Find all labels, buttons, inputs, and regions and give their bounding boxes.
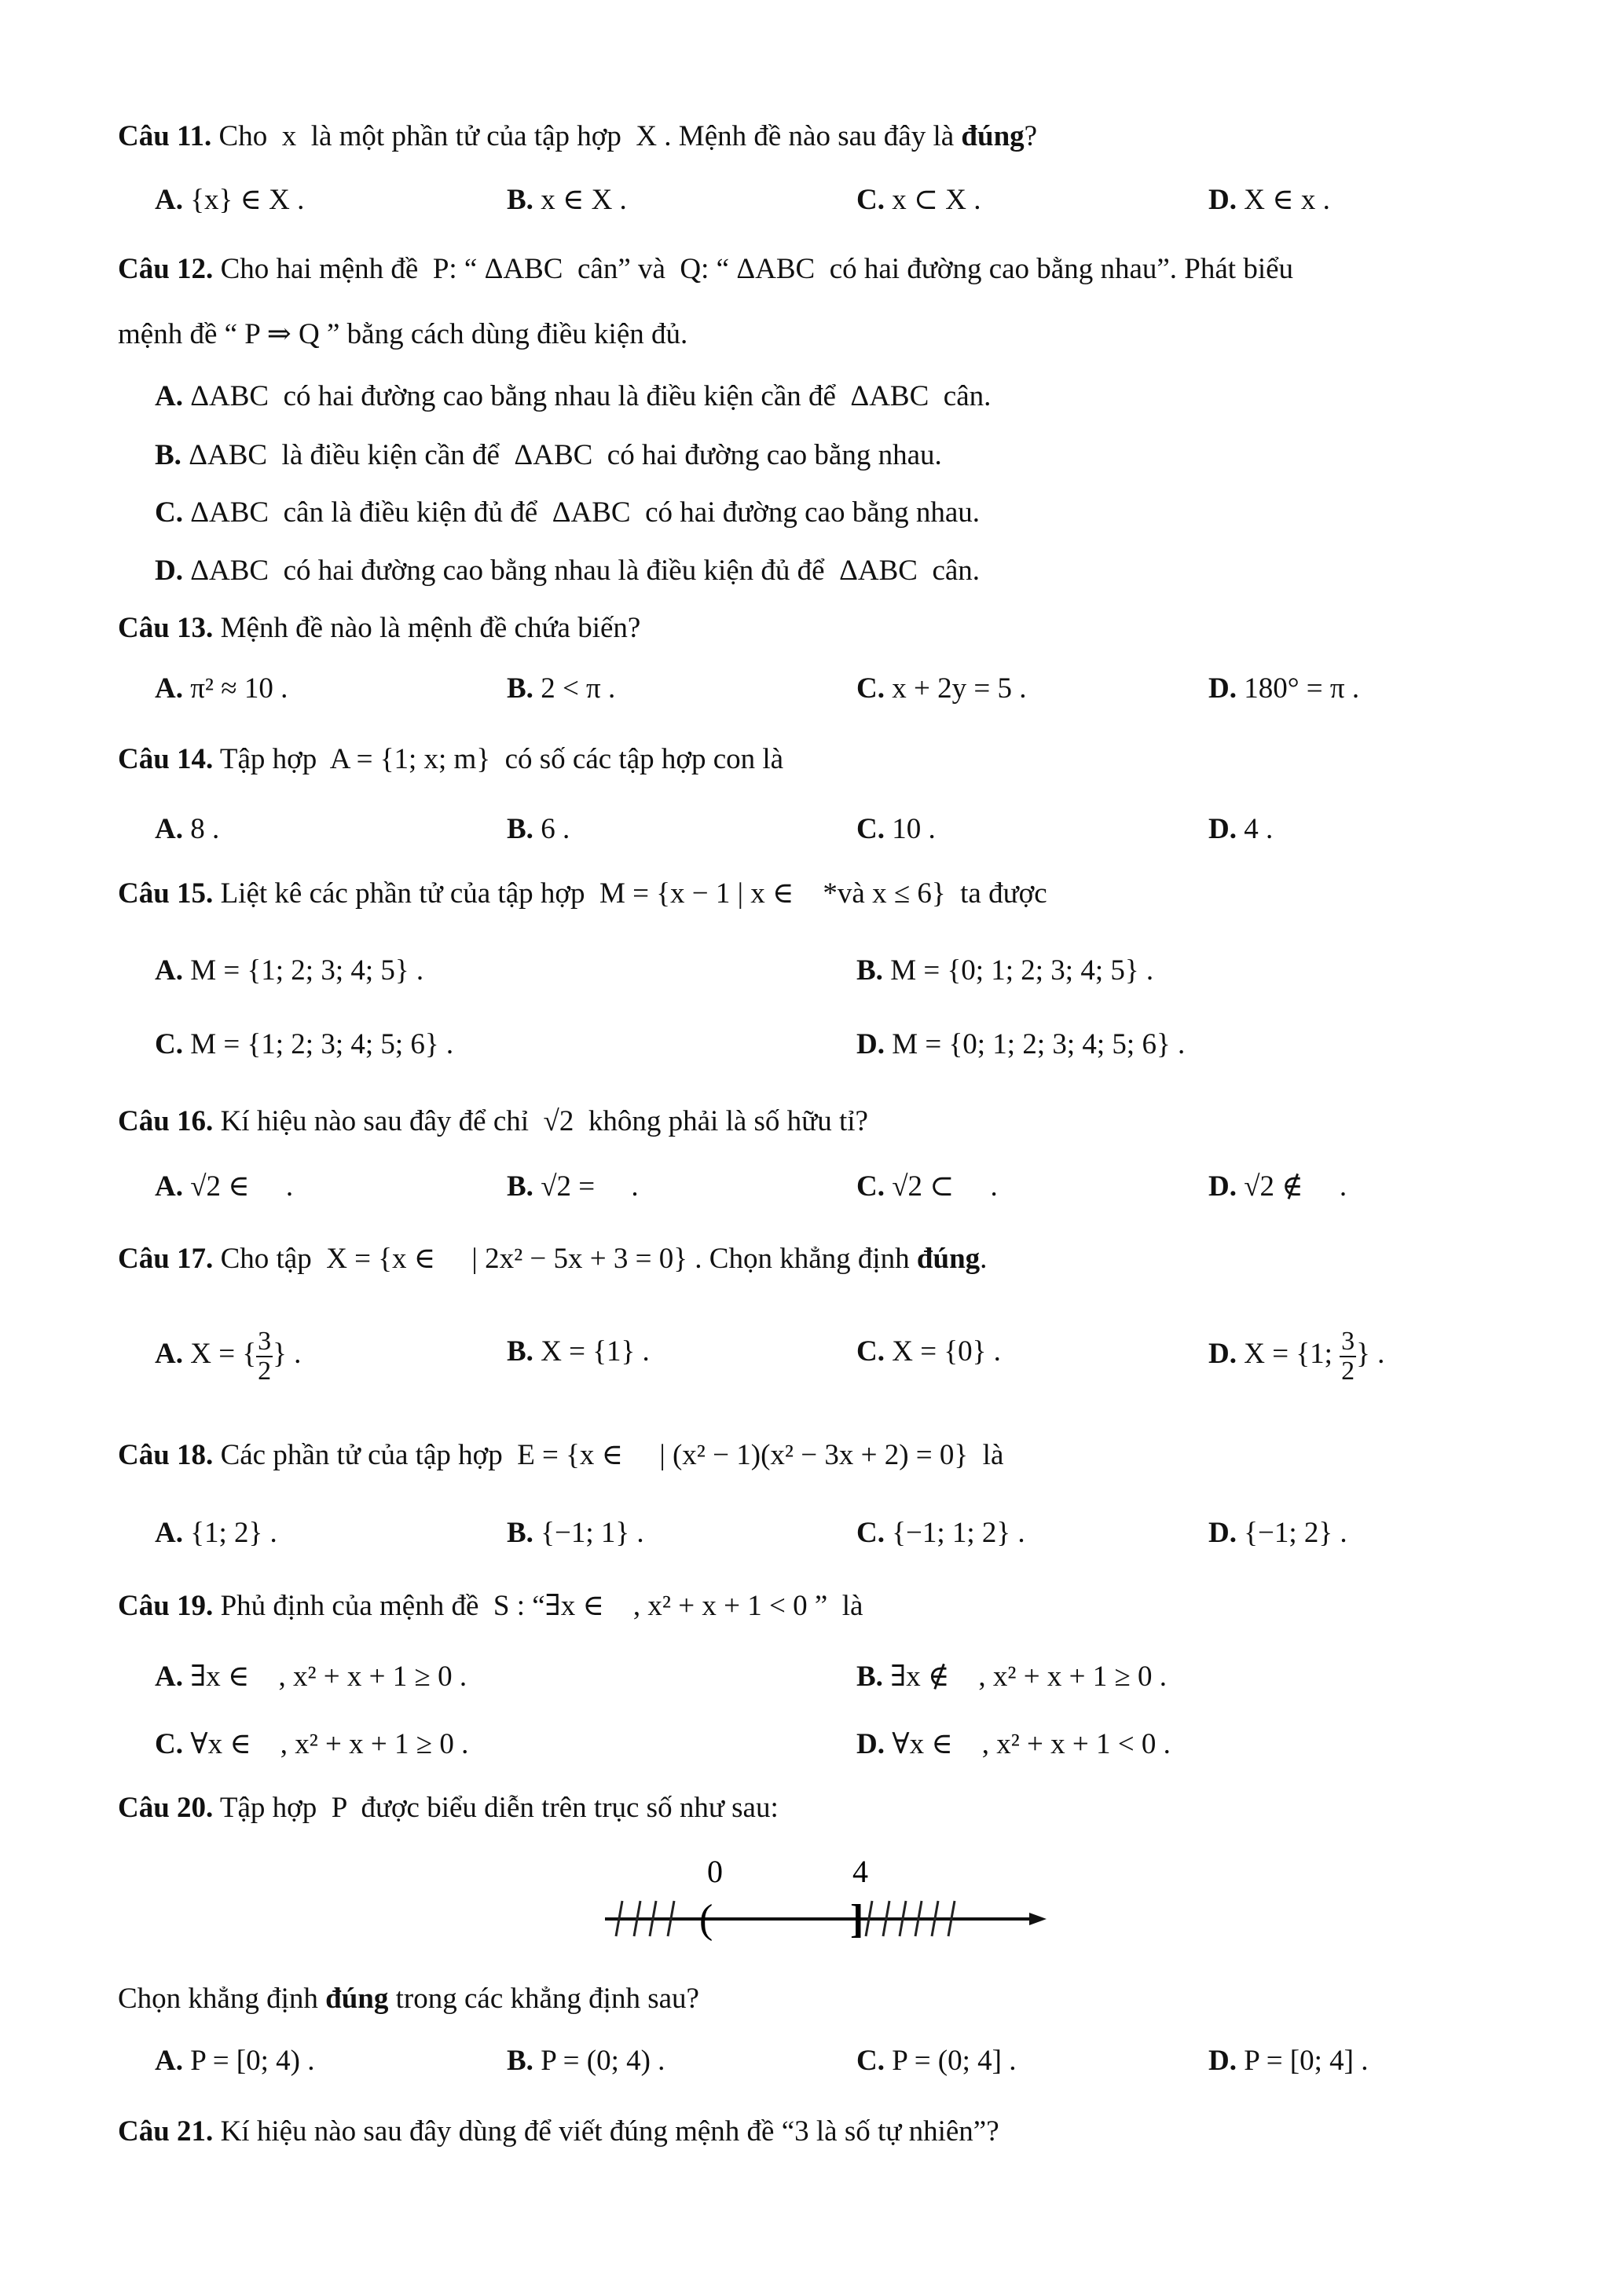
option-text: M = {1; 2; 3; 4; 5; 6} . [190, 1028, 454, 1060]
option-text: X ∈ x . [1244, 184, 1330, 216]
option-d [1208, 815, 1273, 844]
option-label: A. [155, 672, 183, 705]
question-21 [118, 2117, 999, 2146]
text: trong các khẳng định sau? [388, 1983, 699, 2015]
text: Câu 20. [118, 1792, 214, 1824]
option-text: 8 . [190, 813, 220, 845]
option-text: 3 [258, 1327, 272, 1356]
option-a [155, 185, 304, 214]
text: Câu 14. [118, 743, 214, 775]
option-label: C. [155, 1028, 183, 1060]
option-b [856, 956, 1153, 985]
option-label: D. [1208, 672, 1237, 705]
option-text: ΔABC có hai đường cao bằng nhau là điều kiện cần để ΔABC cân. [190, 380, 992, 412]
axis-label-0: 0 [707, 1854, 723, 1889]
option-text: P = [0; 4] . [1244, 2045, 1369, 2077]
question-14 [118, 745, 783, 774]
question-20 [118, 1793, 779, 1822]
option-label: B. [856, 1661, 883, 1693]
question-11 [118, 122, 1037, 151]
option-label: C. [856, 813, 885, 845]
question-19 [118, 1591, 863, 1620]
option-c [856, 1518, 1025, 1547]
option-label: A. [155, 954, 183, 987]
option-text: } . [273, 1338, 302, 1371]
open-bracket: ( [699, 1897, 713, 1942]
option-d [155, 556, 980, 585]
option-text: x + 2y = 5 . [892, 672, 1027, 705]
text: Tập hợp A = {1; x; m} có số các tập hợp con là [213, 743, 784, 775]
text: Câu 19. [118, 1590, 214, 1622]
question-15 [118, 879, 1047, 908]
option-text: 2 < π . [541, 672, 616, 705]
option-label: C. [856, 672, 885, 705]
option-text: 4 . [1244, 813, 1274, 845]
question-text: Cho x là một phần tử của tập hợp X . Mệnh đề nào sau đây là [211, 120, 962, 152]
option-c [856, 2046, 1016, 2075]
question-12-cont: mệnh đề “ P ⇒ Q ” bằng cách dùng điều kiện đủ. [118, 318, 688, 350]
question-label: Câu 11. [118, 120, 212, 152]
text: Câu 21. [118, 2115, 214, 2148]
option-text: ∀x ∈ , x² + x + 1 ≥ 0 . [190, 1728, 469, 1760]
option-label: C. [155, 496, 183, 529]
text: Câu 18. [118, 1439, 214, 1471]
option-c [856, 815, 936, 844]
option-d [856, 1030, 1185, 1059]
option-label: A. [155, 1661, 183, 1693]
fraction [1340, 1327, 1356, 1385]
question-16 [118, 1107, 868, 1136]
option-text: ∃x ∈ , x² + x + 1 ≥ 0 . [190, 1661, 467, 1693]
question-20-prompt [118, 1984, 699, 2013]
option-label: D. [1208, 184, 1237, 216]
option-d [1208, 1518, 1347, 1547]
option-text: {1; 2} . [190, 1517, 277, 1549]
option-b [507, 815, 570, 844]
option-label: A. [155, 380, 183, 412]
option-text: 6 . [541, 813, 570, 845]
option-c [155, 1030, 453, 1059]
text: . [980, 1243, 988, 1275]
option-label: B. [507, 1335, 533, 1368]
option-label: C. [856, 1335, 885, 1368]
option-text: 2 [258, 1356, 272, 1386]
text: Tập hợp P được biểu diễn trên trục số như sau: [213, 1792, 779, 1824]
option-label: D. [1208, 1517, 1237, 1549]
question-12 [118, 255, 1293, 284]
text: Câu 12. [118, 253, 214, 285]
option-c [856, 1337, 1001, 1366]
option-label: B. [856, 954, 883, 987]
option-text: π² ≈ 10 . [190, 672, 288, 705]
text: Mệnh đề nào là mệnh đề chứa biến? [213, 612, 641, 644]
option-label: B. [507, 1517, 533, 1549]
option-text: P = [0; 4) . [190, 2045, 315, 2077]
text: Phủ định của mệnh đề S : “∃x ∈ , x² + x + 1 < 0 ” là [213, 1590, 863, 1622]
text: Cho hai mệnh đề P: “ ΔABC cân” và Q: “ ΔABC có hai đường cao bằng nhau”. Phát biểu [213, 253, 1294, 285]
option-c [155, 1730, 468, 1759]
question-18 [118, 1441, 1003, 1470]
option-label: D. [1208, 1170, 1237, 1203]
option-label: D. [856, 1028, 885, 1060]
text: Chọn khẳng định [118, 1983, 326, 2015]
option-label: D. [856, 1728, 885, 1760]
option-text: ∀x ∈ , x² + x + 1 < 0 . [892, 1728, 1171, 1760]
text: Câu 16. [118, 1105, 214, 1137]
option-label: A. [155, 1170, 183, 1203]
option-label: A. [155, 1338, 183, 1371]
option-label: C. [856, 1517, 885, 1549]
option-c [856, 1172, 998, 1201]
option-a [155, 674, 288, 703]
option-a [155, 1518, 277, 1547]
option-label: C. [856, 2045, 885, 2077]
emphasis: đúng [961, 120, 1025, 152]
option-b [856, 1662, 1167, 1691]
option-text: ∃x ∉ , x² + x + 1 ≥ 0 . [890, 1661, 1168, 1693]
text: Cho tập X = {x ∈ | 2x² − 5x + 3 = 0} . Chọn khẳng định [213, 1243, 917, 1275]
option-text: X = {0} . [892, 1335, 1001, 1368]
arrow-head-icon [1029, 1913, 1047, 1925]
option-text: √2 ∈ . [190, 1170, 294, 1203]
option-text: {−1; 1} . [541, 1517, 644, 1549]
option-label: B. [507, 184, 533, 216]
option-text: x ⊂ X . [892, 184, 981, 216]
option-label: B. [155, 439, 181, 471]
option-label: C. [856, 184, 885, 216]
option-label: C. [155, 1728, 183, 1760]
option-a [155, 1172, 293, 1201]
option-label: A. [155, 2045, 183, 2077]
option-label: B. [507, 813, 533, 845]
option-text: √2 ⊂ . [892, 1170, 998, 1203]
option-text: 2 [1341, 1356, 1355, 1386]
text: Câu 15. [118, 877, 214, 910]
text: Câu 13. [118, 612, 214, 644]
option-text: M = {0; 1; 2; 3; 4; 5} . [890, 954, 1154, 987]
option-b [507, 185, 627, 214]
text: Các phần tử của tập hợp E = {x ∈ | (x² − 1)(x² − 3x + 2) = 0} là [213, 1439, 1004, 1471]
option-label: A. [155, 184, 183, 216]
option-a [155, 382, 991, 411]
option-text: P = (0; 4] . [892, 2045, 1017, 2077]
option-text: √2 = . [541, 1170, 639, 1203]
closed-bracket: ] [850, 1897, 864, 1942]
option-b [507, 2046, 665, 2075]
option-label: B. [507, 2045, 533, 2077]
option-d [1208, 1327, 1384, 1385]
option-text: ΔABC có hai đường cao bằng nhau là điều kiện đủ để ΔABC cân. [190, 555, 981, 587]
option-b [507, 1172, 639, 1201]
text: Kí hiệu nào sau đây để chỉ √2 không phải là số hữu tỉ? [213, 1105, 868, 1137]
option-a [155, 815, 219, 844]
option-b [507, 674, 615, 703]
option-c [856, 185, 981, 214]
option-text: P = (0; 4) . [541, 2045, 665, 2077]
option-text: ΔABC là điều kiện cần để ΔABC có hai đường cao bằng nhau. [189, 439, 942, 471]
text: Câu 17. [118, 1243, 214, 1275]
option-text: X = {1} . [541, 1335, 650, 1368]
option-d [1208, 1172, 1347, 1201]
question-17 [118, 1244, 987, 1273]
option-text: M = {0; 1; 2; 3; 4; 5; 6} . [892, 1028, 1186, 1060]
option-a [155, 2046, 314, 2075]
option-a [155, 1327, 301, 1385]
option-b [507, 1337, 650, 1366]
text: đúng [916, 1243, 981, 1275]
option-label: D. [1208, 813, 1237, 845]
option-c [155, 498, 980, 527]
text: Kí hiệu nào sau đây dùng để viết đúng mệnh đề “3 là số tự nhiên”? [213, 2115, 999, 2148]
option-label: A. [155, 813, 183, 845]
option-text: } . [1356, 1338, 1385, 1371]
option-label: C. [856, 1170, 885, 1203]
option-label: D. [1208, 1338, 1237, 1371]
option-text: 3 [1341, 1327, 1355, 1356]
option-d [1208, 2046, 1368, 2075]
text: đúng [325, 1983, 389, 2015]
option-text: 10 . [892, 813, 936, 845]
option-text: {−1; 2} . [1244, 1517, 1347, 1549]
option-text: ΔABC cân là điều kiện đủ để ΔABC có hai đường cao bằng nhau. [190, 496, 981, 529]
option-c [856, 674, 1026, 703]
option-text: 180° = π . [1244, 672, 1360, 705]
option-text: M = {1; 2; 3; 4; 5} . [190, 954, 424, 987]
number-line [581, 1838, 1069, 1948]
option-d [856, 1730, 1171, 1759]
option-b [155, 441, 942, 470]
text: Liệt kê các phần tử của tập hợp M = {x − 1 | x ∈ *và x ≤ 6} ta được [213, 877, 1047, 910]
question-13 [118, 613, 640, 643]
option-label: D. [155, 555, 183, 587]
option-text: {x} ∈ X . [190, 184, 305, 216]
option-d [1208, 185, 1330, 214]
question-text: ? [1024, 120, 1038, 152]
option-text: {−1; 1; 2} . [892, 1517, 1025, 1549]
option-text: x ∈ X . [541, 184, 627, 216]
option-a [155, 1662, 467, 1691]
option-b [507, 1518, 644, 1547]
option-label: D. [1208, 2045, 1237, 2077]
fraction [256, 1327, 273, 1385]
option-text: X = { [190, 1338, 257, 1371]
option-label: A. [155, 1517, 183, 1549]
option-label: B. [507, 1170, 533, 1203]
axis-label-4: 4 [852, 1854, 868, 1889]
option-text: √2 ∉ . [1244, 1170, 1347, 1203]
option-text: X = {1; [1244, 1338, 1340, 1371]
option-label: B. [507, 672, 533, 705]
option-a [155, 956, 423, 985]
option-d [1208, 674, 1359, 703]
